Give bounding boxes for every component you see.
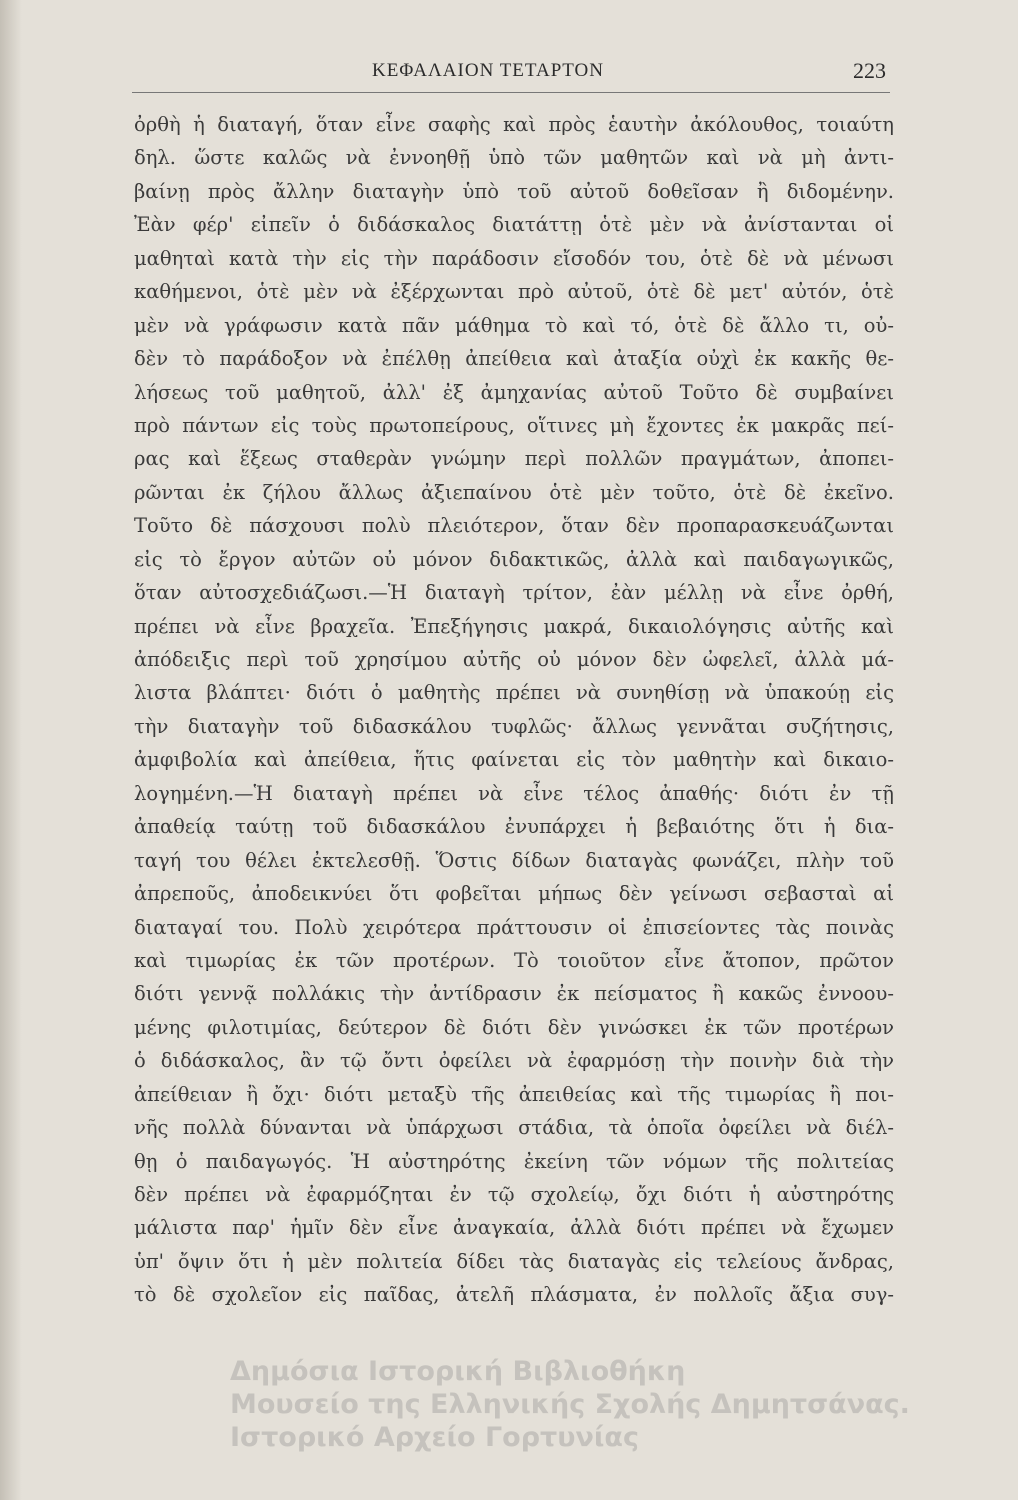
text-line: ἀμφιβολία καὶ ἀπείθεια, ἥτις φαίνεται εἰς τὸν μαθητὴν καὶ δικαιο- (134, 748, 894, 772)
text-line: ὀρθὴ ἡ διαταγή, ὅταν εἶνε σαφὴς καὶ πρὸς ἑαυτὴν ἀκόλουθος, τοιαύτη (134, 113, 894, 136)
text-line: ρας καὶ ἕξεως σταθερὰν γνώμην περὶ πολλῶν πραγμάτων, ἀποπει- (134, 447, 894, 471)
text-line: Ἐὰν φέρ' εἰπεῖν ὁ διδάσκαλος διατάττῃ ὁτὲ μὲν νὰ ἀνίστανται οἱ (134, 213, 894, 237)
text-line: ὁ διδάσκαλος, ἂν τῷ ὄντι ὀφείλει νὰ ἐφαρμόσῃ τὴν ποινὴν διὰ τὴν (134, 1049, 894, 1073)
text-line: λιστα βλάπτει· διότι ὁ μαθητὴς πρέπει νὰ συνηθίσῃ νὰ ὑπακούῃ εἰς (134, 681, 894, 705)
text-line: καθήμενοι, ὁτὲ μὲν νὰ ἐξέρχωνται πρὸ αὐτοῦ, ὁτὲ δὲ μετ' αὐτόν, ὁτὲ (134, 280, 894, 304)
text-line: λήσεως τοῦ μαθητοῦ, ἀλλ' ἐξ ἀμηχανίας αὐτοῦ Τοῦτο δὲ συμβαίνει (134, 380, 894, 404)
text-line: Τοῦτο δὲ πάσχουσι πολὺ πλειότερον, ὅταν δὲν προπαρασκευάζωνται (134, 514, 894, 538)
text-line: διαταγαί του. Πολὺ χειρότερα πράττουσιν οἱ ἐπισείοντες τὰς ποινὰς (134, 915, 894, 939)
watermark-line: Δημόσια Ιστορική Βιβλιοθήκη (230, 1356, 686, 1387)
text-line: ἀπρεποῦς, ἀποδεικνύει ὅτι φοβεῖται μήπως δὲν γείνωσι σεβασταὶ αἱ (134, 882, 894, 906)
text-line: μὲν νὰ γράφωσιν κατὰ πᾶν μάθημα τὸ καὶ τό, ὁτὲ δὲ ἄλλο τι, οὐ- (134, 313, 894, 337)
text-line: νῆς πολλὰ δύνανται νὰ ὑπάρχωσι στάδια, τὰ ὁποῖα ὀφείλει νὰ διέλ- (134, 1116, 894, 1140)
body-text (134, 108, 894, 1345)
text-line: δὲν πρέπει νὰ ἐφαρμόζηται ἐν τῷ σχολείῳ, ὄχι διότι ἡ αὐστηρότης (134, 1183, 894, 1206)
text-line: μάλιστα παρ' ἡμῖν δὲν εἶνε ἀναγκαία, ἀλλὰ διότι πρέπει νὰ ἔχωμεν (134, 1216, 894, 1240)
text-line: ὑπ' ὄψιν ὅτι ἡ μὲν πολιτεία δίδει τὰς διαταγὰς εἰς τελείους ἄνδρας, (134, 1249, 894, 1273)
text-line: ἀπείθειαν ἢ ὄχι· διότι μεταξὺ τῆς ἀπειθείας καὶ τῆς τιμωρίας ἢ ποι- (134, 1082, 894, 1106)
header-rule (132, 92, 890, 93)
text-line: ρῶνται ἐκ ζήλου ἄλλως ἀξιεπαίνου ὁτὲ μὲν τοῦτο, ὁτὲ δὲ ἐκεῖνο. (134, 480, 894, 504)
page-number: 223 (853, 58, 886, 83)
text-line: μαθηταὶ κατὰ τὴν εἰς τὴν παράδοσιν εἴσοδόν του, ὁτὲ δὲ νὰ μένωσι (134, 246, 894, 270)
running-head: ΚΕΦΑΛΑΙΟΝ ΤΕΤΑΡΤΟΝ (372, 60, 604, 81)
text-line: μένης φιλοτιμίας, δεύτερον δὲ διότι δὲν γινώσκει ἐκ τῶν προτέρων (134, 1015, 894, 1039)
text-line: λογημένη.—Ἡ διαταγὴ πρέπει νὰ εἶνε τέλος ἀπαθής· διότι ἐν τῇ (134, 781, 894, 805)
text-line: δηλ. ὥστε καλῶς νὰ ἐννοηθῇ ὑπὸ τῶν μαθητῶν καὶ νὰ μὴ ἀντι- (134, 146, 894, 170)
text-line (134, 1312, 894, 1345)
text-line: ὅταν αὐτοσχεδιάζωσι.—Ἡ διαταγὴ τρίτον, ἐὰν μέλλῃ νὰ εἶνε ὀρθή, (134, 581, 894, 605)
text-line: ταγή του θέλει ἐκτελεσθῇ. Ὅστις δίδων διαταγὰς φωνάζει, πλὴν τοῦ (134, 848, 894, 872)
text-line: δὲν τὸ παράδοξον νὰ ἐπέλθῃ ἀπείθεια καὶ ἀταξία οὐχὶ ἐκ κακῆς θε- (134, 347, 894, 371)
text-line: εἰς τὸ ἔργον αὐτῶν οὐ μόνον διδακτικῶς, ἀλλὰ καὶ παιδαγωγικῶς, (134, 547, 894, 571)
text-line: διότι γεννᾷ πολλάκις τὴν ἀντίδρασιν ἐκ πείσματος ἢ κακῶς ἐννοου- (134, 982, 894, 1006)
text-line: θῃ ὁ παιδαγωγός. Ἡ αὐστηρότης ἐκείνη τῶν νόμων τῆς πολιτείας (134, 1149, 894, 1173)
watermark-line: Ιστορικό Αρχείο Γορτυνίας (230, 1422, 639, 1453)
archive-watermark (230, 1355, 950, 1454)
text-line: πρὸ πάντων εἰς τοὺς πρωτοπείρους, οἵτινες μὴ ἔχοντες ἐκ μακρᾶς πεί- (134, 413, 894, 437)
text-line: ἀπαθείᾳ ταύτῃ τοῦ διδασκάλου ἐνυπάρχει ἡ βεβαιότης ὅτι ἡ δια- (134, 815, 894, 839)
text-line: πρέπει νὰ εἶνε βραχεῖα. Ἐπεξήγησις μακρά, δικαιολόγησις αὐτῆς καὶ (134, 614, 894, 638)
text-line: ἀπόδειξις περὶ τοῦ χρησίμου αὐτῆς οὐ μόνον δὲν ὠφελεῖ, ἀλλὰ μά- (134, 648, 894, 671)
text-line: τὴν διαταγὴν τοῦ διδασκάλου τυφλῶς· ἄλλως γεννᾶται συζήτησις, (134, 714, 894, 738)
text-line: καὶ τιμωρίας ἐκ τῶν προτέρων. Τὸ τοιοῦτον εἶνε ἄτοπον, πρῶτον (134, 948, 894, 972)
text-line: βαίνῃ πρὸς ἄλλην διαταγὴν ὑπὸ τοῦ αὐτοῦ δοθεῖσαν ἢ διδομένην. (134, 179, 894, 203)
spine-shadow (0, 0, 22, 1500)
watermark-line: Μουσείο της Ελληνικής Σχολής Δημητσάνας. (230, 1389, 910, 1420)
text-line: τὸ δὲ σχολεῖον εἰς παῖδας, ἀτελῆ πλάσματα, ἐν πολλοῖς ἄξια συγ- (134, 1283, 894, 1307)
